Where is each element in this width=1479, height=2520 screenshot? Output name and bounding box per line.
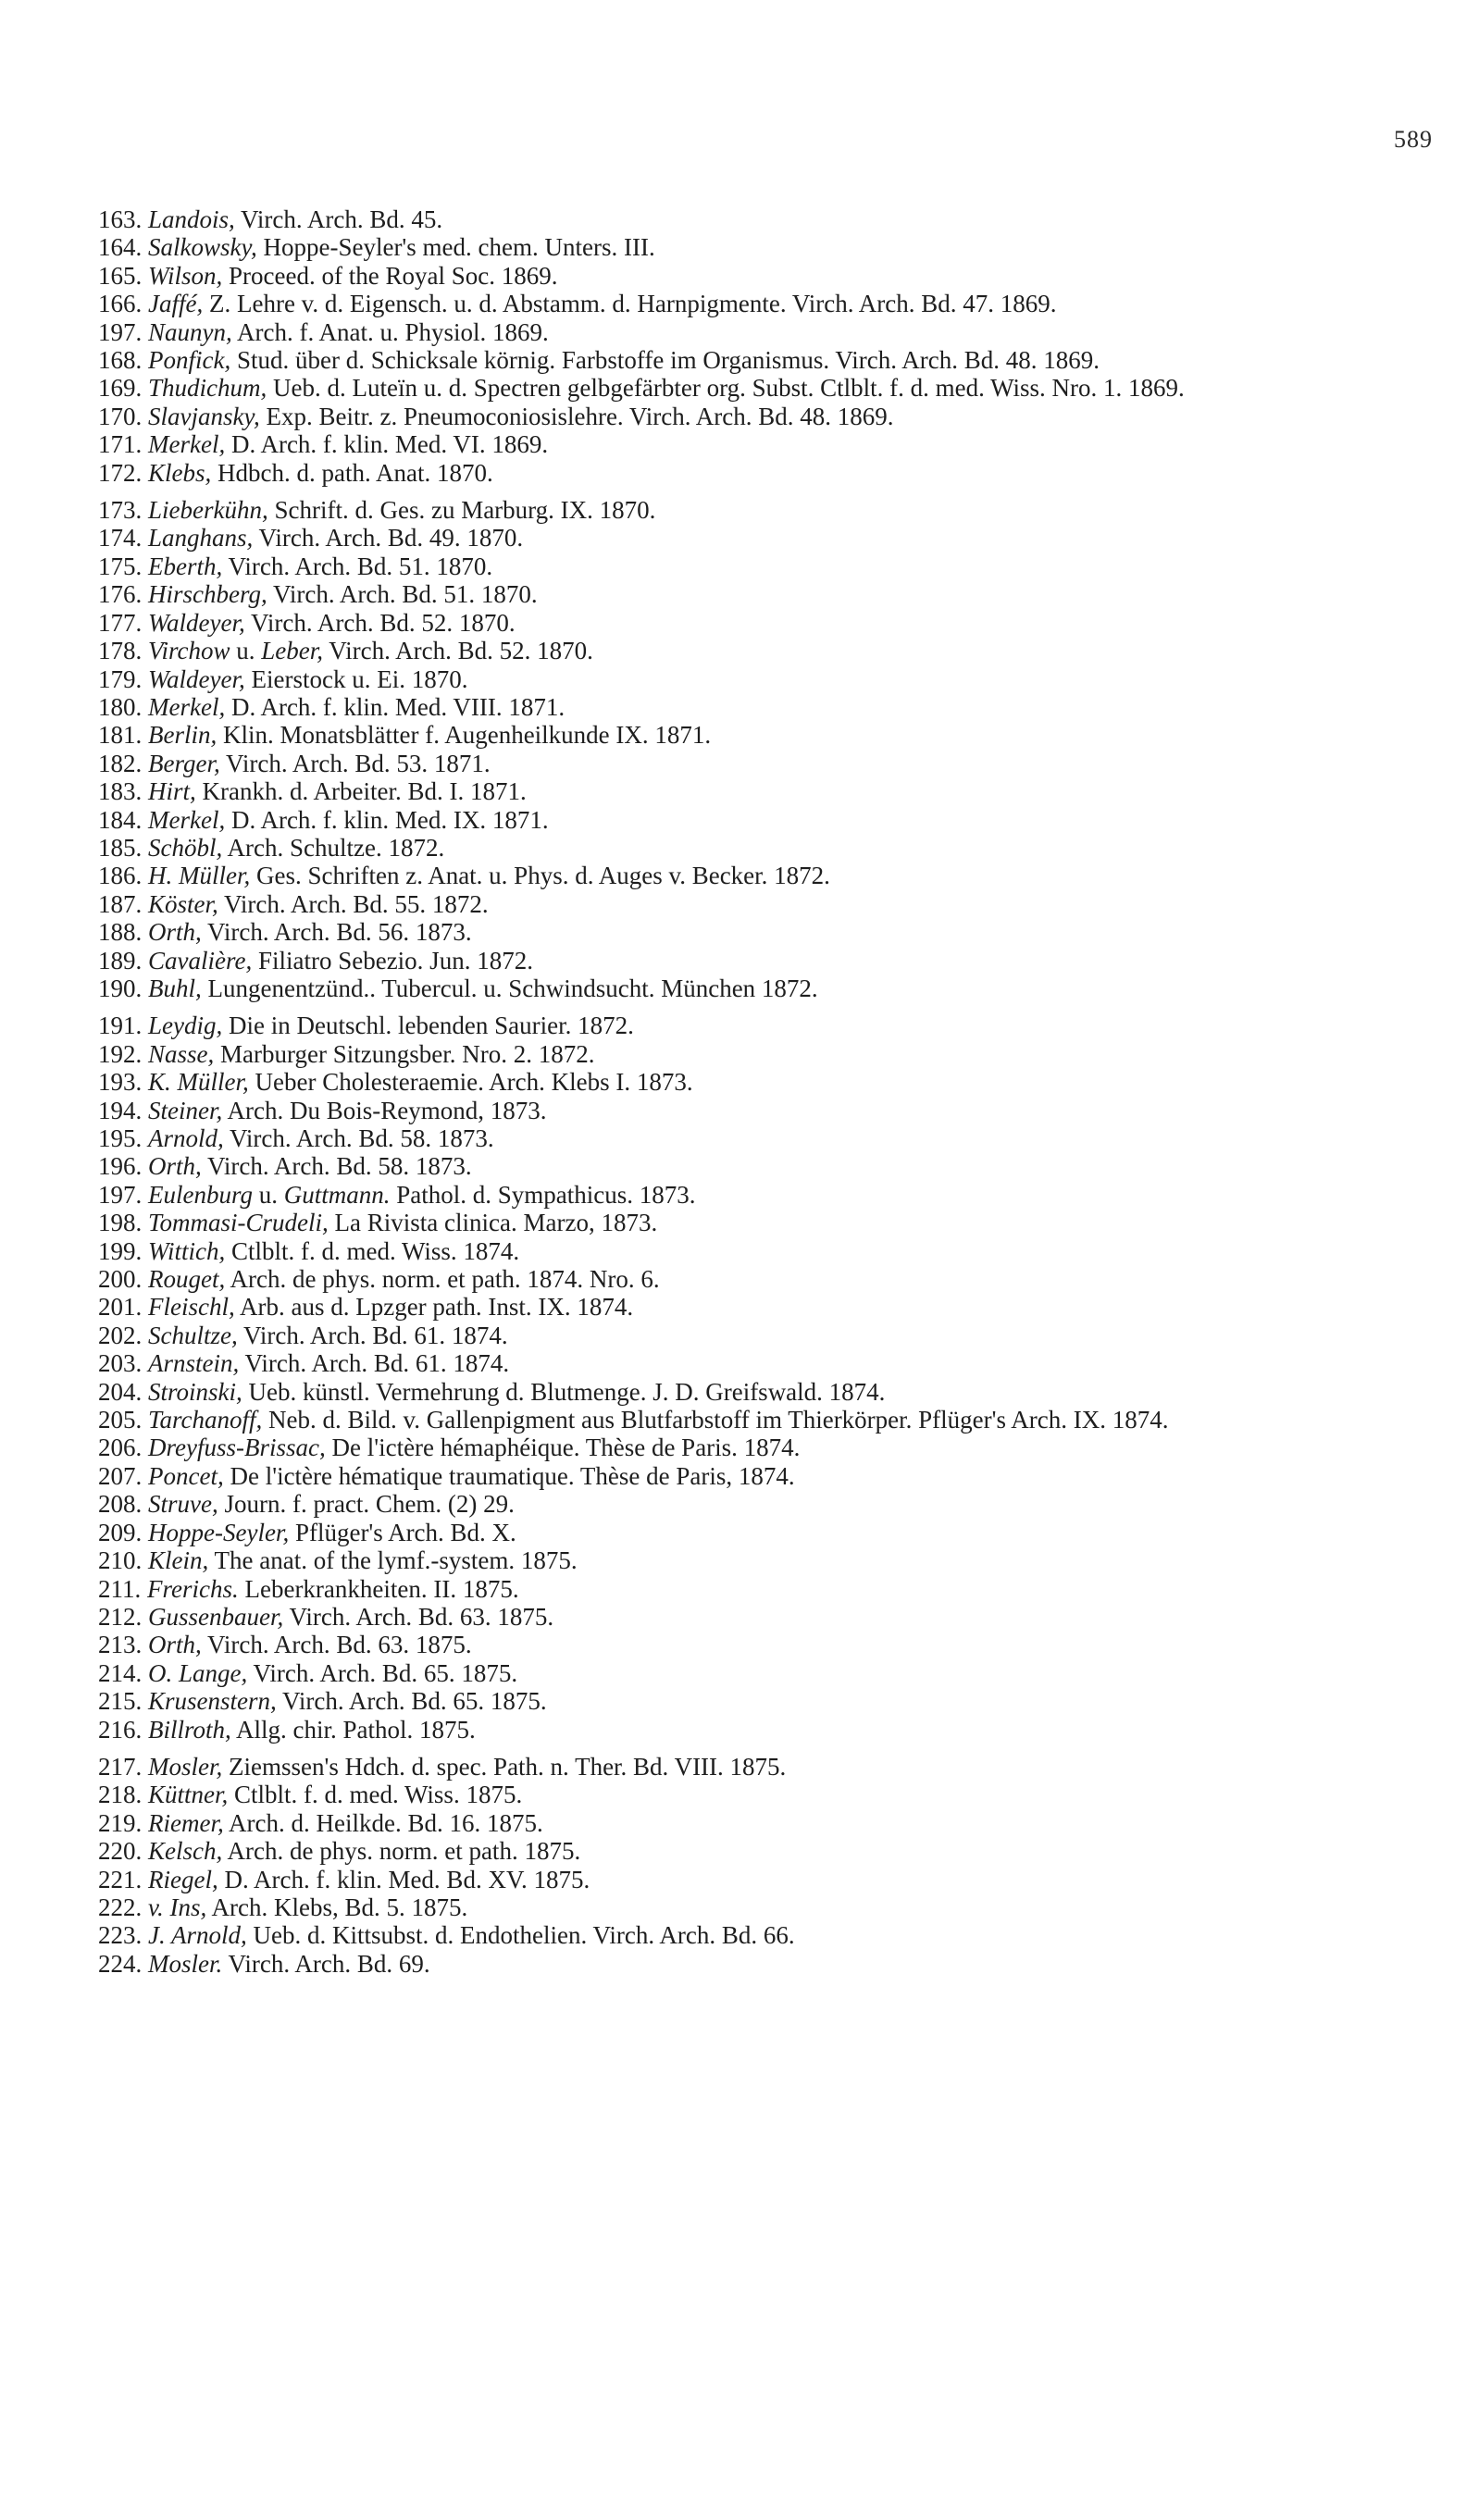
reference-citation: Hdbch. d. path. Anat. 1870. (211, 458, 493, 487)
reference-entry (0, 346, 1479, 374)
reference-citation: Ueber Cholesteraemie. Arch. Klebs I. 1873. (248, 1068, 693, 1097)
reference-entry (0, 721, 1479, 749)
reference-citation: Stud. über d. Schicksale körnig. Farbstoffe im Organismus. Virch. Arch. Bd. 48. 1869. (230, 346, 1100, 375)
reference-entry (0, 1546, 1479, 1574)
reference-author: Köster, (148, 889, 218, 918)
reference-author: Schöbl, (148, 833, 223, 862)
reference-entry (0, 403, 1479, 430)
reference-citation: Ctlblt. f. d. med. Wiss. 1875. (228, 1781, 523, 1809)
reference-number: 163. (98, 205, 143, 233)
reference-author: Buhl, (148, 974, 202, 1002)
reference-citation: Arch. d. Heilkde. Bd. 16. 1875. (223, 1808, 543, 1837)
reference-number: 210. (98, 1546, 143, 1575)
reference-entry (0, 693, 1479, 721)
reference-entry (0, 834, 1479, 862)
reference-citation: Lungenentzünd.. Tubercul. u. Schwindsucht. München 1872. (201, 974, 818, 1002)
reference-author: Merkel, (148, 430, 226, 459)
reference-citation: Virch. Arch. Bd. 58. 1873. (223, 1124, 494, 1152)
reference-entry (0, 1490, 1479, 1518)
reference-number: 197. (98, 1180, 143, 1209)
reference-entry (0, 233, 1479, 261)
reference-number: 179. (98, 664, 143, 693)
reference-author: Fleischl, (148, 1293, 235, 1322)
reference-entry (0, 1378, 1479, 1406)
reference-entry (0, 524, 1479, 552)
reference-citation: Eierstock u. Ei. 1870. (244, 664, 468, 693)
reference-number: 180. (98, 692, 143, 721)
reference-number: 192. (98, 1039, 143, 1068)
reference-author: J. Arnold, (148, 1921, 247, 1950)
reference-author: Hirschberg, (148, 580, 267, 609)
reference-number: 193. (98, 1068, 143, 1097)
reference-citation: Marburger Sitzungsber. Nro. 2. 1872. (214, 1039, 595, 1068)
reference-citation: Arch. de phys. norm. et path. 1874. Nro. 6. (225, 1265, 660, 1294)
reference-citation: D. Arch. f. klin. Med. IX. 1871. (225, 805, 549, 834)
reference-number: 164. (98, 233, 143, 262)
reference-author: Mosler, (148, 1752, 223, 1781)
reference-author: Rouget, (148, 1265, 226, 1294)
reference-number: 178. (98, 637, 143, 665)
reference-author: Orth, (148, 1631, 202, 1659)
reference-author: Struve, (148, 1490, 218, 1519)
reference-number: 222. (98, 1893, 143, 1921)
reference-author: Lieberkühn, (148, 496, 268, 525)
reference-entry (0, 1781, 1479, 1808)
reference-author: Arnstein, (148, 1349, 240, 1378)
reference-citation: Arch. Schultze. 1872. (222, 833, 445, 862)
reference-entry (0, 1519, 1479, 1546)
reference-author: Kelsch, (148, 1837, 223, 1866)
reference-citation: Ueb. d. Luteïn u. d. Spectren gelbgefärbter org. Subst. Ctlblt. f. d. med. Wiss. Nro. 1. 1869. (267, 374, 1185, 403)
reference-number: 212. (98, 1602, 143, 1631)
reference-number: 191. (98, 1012, 143, 1040)
reference-citation-rest: Virch. Arch. Bd. 52. 1870. (323, 637, 593, 665)
reference-citation: Exp. Beitr. z. Pneumoconiosislehre. Virch. Arch. Bd. 48. 1869. (259, 402, 894, 430)
reference-number: 208. (98, 1490, 143, 1519)
reference-entry (0, 374, 1479, 402)
reference-entry (0, 205, 1479, 233)
reference-entry (0, 318, 1479, 346)
reference-author: Tarchanoff, (148, 1406, 263, 1434)
reference-citation: Virch. Arch. Bd. 63. 1875. (201, 1631, 472, 1659)
reference-number: 189. (98, 946, 143, 974)
reference-citation: D. Arch. f. klin. Med. VIII. 1871. (225, 692, 566, 721)
reference-number: 198. (98, 1209, 143, 1237)
reference-list (0, 205, 1479, 1978)
reference-citation: Virch. Arch. Bd. 65. 1875. (247, 1658, 518, 1687)
reference-entry (0, 947, 1479, 974)
reference-author: Dreyfuss-Brissac, (148, 1434, 326, 1462)
reference-citation: Virch. Arch. Bd. 69. (222, 1949, 430, 1978)
reference-author: Nasse, (148, 1039, 215, 1068)
reference-author: Billroth, (148, 1715, 231, 1744)
page-number: 589 (1394, 126, 1433, 153)
reference-number: 196. (98, 1152, 143, 1181)
reference-author: Salkowsky, (148, 233, 257, 262)
reference-author: Riemer, (148, 1808, 224, 1837)
reference-author: Berlin, (148, 721, 218, 750)
reference-citation: Virch. Arch. Bd. 56. 1873. (201, 918, 472, 947)
reference-entry (0, 496, 1479, 524)
reference-number: 204. (98, 1377, 143, 1406)
reference-citation: Arch. Klebs, Bd. 5. 1875. (206, 1893, 468, 1921)
reference-number: 213. (98, 1631, 143, 1659)
reference-number: 175. (98, 552, 143, 580)
reference-entry (0, 1950, 1479, 1978)
reference-citation: Proceed. of the Royal Soc. 1869. (222, 261, 558, 290)
reference-entry (0, 890, 1479, 918)
reference-entry (0, 1406, 1479, 1434)
reference-number: 206. (98, 1434, 143, 1462)
reference-author: Leydig, (148, 1012, 223, 1040)
reference-number: 183. (98, 777, 143, 806)
reference-citation: Journ. f. pract. Chem. (2) 29. (218, 1490, 515, 1519)
reference-author: Arnold, (148, 1124, 224, 1152)
reference-entry (0, 1237, 1479, 1265)
reference-citation: Die in Deutschl. lebenden Saurier. 1872. (222, 1012, 634, 1040)
reference-number: 169. (98, 374, 143, 403)
reference-author: Hirt, (148, 777, 196, 806)
reference-number: 205. (98, 1406, 143, 1434)
reference-entry (0, 1265, 1479, 1293)
reference-author: Steiner, (148, 1096, 223, 1124)
reference-author: v. Ins, (148, 1893, 207, 1921)
reference-citation: Virch. Arch. Bd. 53. 1871. (219, 749, 491, 777)
reference-author: Frerichs. (147, 1574, 239, 1603)
reference-author: Klebs, (148, 458, 212, 487)
reference-coauthor: Guttmann. (283, 1180, 391, 1209)
reference-number: 217. (98, 1752, 143, 1781)
reference-citation: Virch. Arch. Bd. 63. 1875. (283, 1602, 554, 1631)
reference-number: 211. (98, 1574, 142, 1603)
reference-citation: Virch. Arch. Bd. 51. 1870. (222, 552, 493, 580)
reference-entry (0, 1209, 1479, 1236)
reference-author: O. Lange, (148, 1658, 248, 1687)
reference-citation: Ueb. künstl. Vermehrung d. Blutmenge. J. D. Greifswald. 1874. (242, 1377, 886, 1406)
reference-citation: La Rivista clinica. Marzo, 1873. (328, 1209, 658, 1237)
reference-citation: D. Arch. f. klin. Med. Bd. XV. 1875. (218, 1865, 590, 1893)
reference-citation: Allg. chir. Pathol. 1875. (230, 1715, 476, 1744)
reference-number: 199. (98, 1236, 143, 1265)
reference-author: K. Müller, (148, 1068, 249, 1097)
reference-author: Tommasi-Crudeli, (148, 1209, 329, 1237)
reference-author: Stroinski, (148, 1377, 242, 1406)
reference-citation: Arch. f. Anat. u. Physiol. 1869. (231, 317, 549, 346)
reference-author: Berger, (148, 749, 220, 777)
reference-number: 182. (98, 749, 143, 777)
reference-citation: Virch. Arch. Bd. 51. 1870. (267, 580, 538, 609)
reference-entry (0, 1921, 1479, 1949)
reference-author: Jaffé, (148, 290, 204, 318)
reference-author: Eberth, (148, 552, 223, 580)
reference-citation: The anat. of the lymf.-system. 1875. (208, 1546, 578, 1575)
reference-author: Schultze, (148, 1321, 238, 1349)
reference-number: 190. (98, 974, 143, 1002)
reference-number: 185. (98, 833, 143, 862)
reference-author: Hoppe-Seyler, (148, 1518, 290, 1546)
reference-author: Gussenbauer, (148, 1602, 284, 1631)
reference-number: 219. (98, 1808, 143, 1837)
reference-coauthor: Leber, (261, 637, 323, 665)
reference-entry (0, 1575, 1479, 1603)
reference-entry (0, 1097, 1479, 1124)
reference-citation: Neb. d. Bild. v. Gallenpigment aus Blutfarbstoff im Thierkörper. Pflüger's Arch. IX. 1874. (262, 1406, 1169, 1434)
reference-author: Orth, (148, 918, 202, 947)
reference-citation: Virch. Arch. Bd. 49. 1870. (253, 524, 524, 552)
reference-number: 177. (98, 608, 143, 637)
reference-entry (0, 290, 1479, 317)
reference-entry (0, 1293, 1479, 1321)
reference-entry (0, 974, 1479, 1002)
reference-number: 207. (98, 1461, 143, 1490)
reference-author: H. Müller, (148, 862, 251, 890)
reference-citation: Krankh. d. Arbeiter. Bd. I. 1871. (195, 777, 527, 806)
reference-number: 221. (98, 1865, 143, 1893)
reference-number: 174. (98, 524, 143, 552)
reference-number: 224. (98, 1949, 143, 1978)
reference-entry (0, 1809, 1479, 1837)
reference-entry (0, 609, 1479, 637)
reference-number: 200. (98, 1265, 143, 1294)
reference-number: 184. (98, 805, 143, 834)
reference-citation: u. (230, 637, 262, 665)
reference-number: 176. (98, 580, 143, 609)
reference-number: 188. (98, 918, 143, 947)
reference-entry (0, 1716, 1479, 1744)
reference-citation: Filiatro Sebezio. Jun. 1872. (252, 946, 533, 974)
reference-number: 215. (98, 1687, 143, 1716)
reference-author: Landois, (148, 205, 235, 233)
reference-entry (0, 1124, 1479, 1152)
reference-citation: Ueb. d. Kittsubst. d. Endothelien. Virch. Arch. Bd. 66. (246, 1921, 795, 1950)
reference-citation: Pflüger's Arch. Bd. X. (289, 1518, 516, 1546)
reference-number: 181. (98, 721, 143, 750)
reference-author: Merkel, (148, 805, 226, 834)
reference-citation: Ctlblt. f. d. med. Wiss. 1874. (225, 1236, 520, 1265)
reference-entry (0, 1603, 1479, 1631)
reference-entry (0, 459, 1479, 487)
reference-entry (0, 1462, 1479, 1490)
reference-number: 170. (98, 402, 143, 430)
reference-entry (0, 1753, 1479, 1781)
reference-citation: u. (252, 1180, 284, 1209)
reference-entry (0, 1659, 1479, 1687)
reference-entry (0, 806, 1479, 834)
reference-citation: Virch. Arch. Bd. 58. 1873. (201, 1152, 472, 1181)
reference-citation: Virch. Arch. Bd. 61. 1874. (237, 1321, 508, 1349)
reference-citation: Virch. Arch. Bd. 52. 1870. (244, 608, 516, 637)
reference-number: 218. (98, 1781, 143, 1809)
reference-author: Krusenstern, (148, 1687, 277, 1716)
reference-citation: Hoppe-Seyler's med. chem. Unters. III. (256, 233, 655, 262)
reference-entry (0, 1068, 1479, 1096)
reference-citation: Schrift. d. Ges. zu Marburg. IX. 1870. (267, 496, 656, 525)
reference-entry (0, 1837, 1479, 1865)
reference-entry (0, 750, 1479, 777)
reference-citation: Arch. Du Bois-Reymond, 1873. (222, 1096, 547, 1124)
reference-entry (0, 1631, 1479, 1658)
reference-number: 194. (98, 1096, 143, 1124)
reference-number: 166. (98, 290, 143, 318)
reference-author: Mosler. (148, 1949, 223, 1978)
reference-entry (0, 1893, 1479, 1921)
reference-number: 209. (98, 1518, 143, 1546)
reference-entry (0, 1434, 1479, 1461)
reference-author: Cavalière, (148, 946, 253, 974)
reference-author: Ponfick, (148, 346, 231, 375)
reference-entry (0, 1349, 1479, 1377)
reference-number: 203. (98, 1349, 143, 1378)
reference-author: Poncet, (148, 1461, 224, 1490)
reference-author: Wilson, (148, 261, 223, 290)
reference-citation: Arb. aus d. Lpzger path. Inst. IX. 1874. (234, 1293, 634, 1322)
reference-number: 187. (98, 889, 143, 918)
reference-entry (0, 1152, 1479, 1180)
reference-author: Klein, (148, 1546, 209, 1575)
reference-author: Riegel, (148, 1865, 218, 1893)
reference-entry (0, 637, 1479, 664)
reference-number: 214. (98, 1658, 143, 1687)
reference-author: Küttner, (148, 1781, 229, 1809)
reference-author: Slavjansky, (148, 402, 260, 430)
reference-number: 202. (98, 1321, 143, 1349)
reference-citation: Arch. de phys. norm. et path. 1875. (222, 1837, 581, 1866)
reference-citation: Virch. Arch. Bd. 61. 1874. (239, 1349, 510, 1378)
reference-number: 173. (98, 496, 143, 525)
reference-number: 171. (98, 430, 143, 459)
reference-citation: Virch. Arch. Bd. 45. (234, 205, 443, 233)
reference-author: Naunyn, (148, 317, 232, 346)
reference-author: Langhans, (148, 524, 254, 552)
reference-number: 220. (98, 1837, 143, 1866)
reference-citation: Virch. Arch. Bd. 65. 1875. (276, 1687, 547, 1716)
reference-author: Wittich, (148, 1236, 226, 1265)
reference-number: 168. (98, 346, 143, 375)
reference-citation-rest: Pathol. d. Sympathicus. 1873. (390, 1180, 696, 1209)
reference-number: 197. (98, 317, 143, 346)
reference-number: 201. (98, 1293, 143, 1322)
reference-author: Virchow (148, 637, 230, 665)
reference-citation: Ziemssen's Hdch. d. spec. Path. n. Ther. Bd. VIII. 1875. (222, 1752, 787, 1781)
reference-author: Eulenburg (148, 1180, 253, 1209)
reference-author: Merkel, (148, 692, 226, 721)
reference-citation: De l'ictère hémaphéique. Thèse de Paris. 1874. (325, 1434, 801, 1462)
reference-entry (0, 580, 1479, 608)
reference-entry (0, 1040, 1479, 1068)
reference-citation: De l'ictère hématique traumatique. Thèse de Paris, 1874. (223, 1461, 795, 1490)
reference-entry (0, 665, 1479, 693)
reference-citation: Virch. Arch. Bd. 55. 1872. (218, 889, 489, 918)
reference-number: 186. (98, 862, 143, 890)
reference-entry (0, 1181, 1479, 1209)
reference-entry (0, 862, 1479, 889)
reference-number: 216. (98, 1715, 143, 1744)
reference-number: 165. (98, 261, 143, 290)
reference-entry (0, 918, 1479, 946)
reference-author: Waldeyer, (148, 664, 245, 693)
reference-citation: Ges. Schriften z. Anat. u. Phys. d. Auges v. Becker. 1872. (250, 862, 830, 890)
reference-citation: Z. Lehre v. d. Eigensch. u. d. Abstamm. d. Harnpigmente. Virch. Arch. Bd. 47. 1869. (203, 290, 1057, 318)
reference-citation: Klin. Monatsblätter f. Augenheilkunde IX. 1871. (217, 721, 712, 750)
reference-entry (0, 262, 1479, 290)
reference-number: 172. (98, 458, 143, 487)
reference-entry (0, 430, 1479, 458)
reference-entry (0, 1866, 1479, 1893)
reference-author: Orth, (148, 1152, 202, 1181)
reference-entry (0, 552, 1479, 580)
reference-entry (0, 1012, 1479, 1039)
reference-entry (0, 777, 1479, 805)
reference-citation: Leberkrankheiten. II. 1875. (238, 1574, 519, 1603)
reference-entry (0, 1322, 1479, 1349)
reference-entry (0, 1687, 1479, 1715)
reference-number: 195. (98, 1124, 143, 1152)
reference-author: Thudichum, (148, 374, 267, 403)
reference-citation: D. Arch. f. klin. Med. VI. 1869. (225, 430, 549, 459)
reference-number: 223. (98, 1921, 143, 1950)
reference-author: Waldeyer, (148, 608, 245, 637)
